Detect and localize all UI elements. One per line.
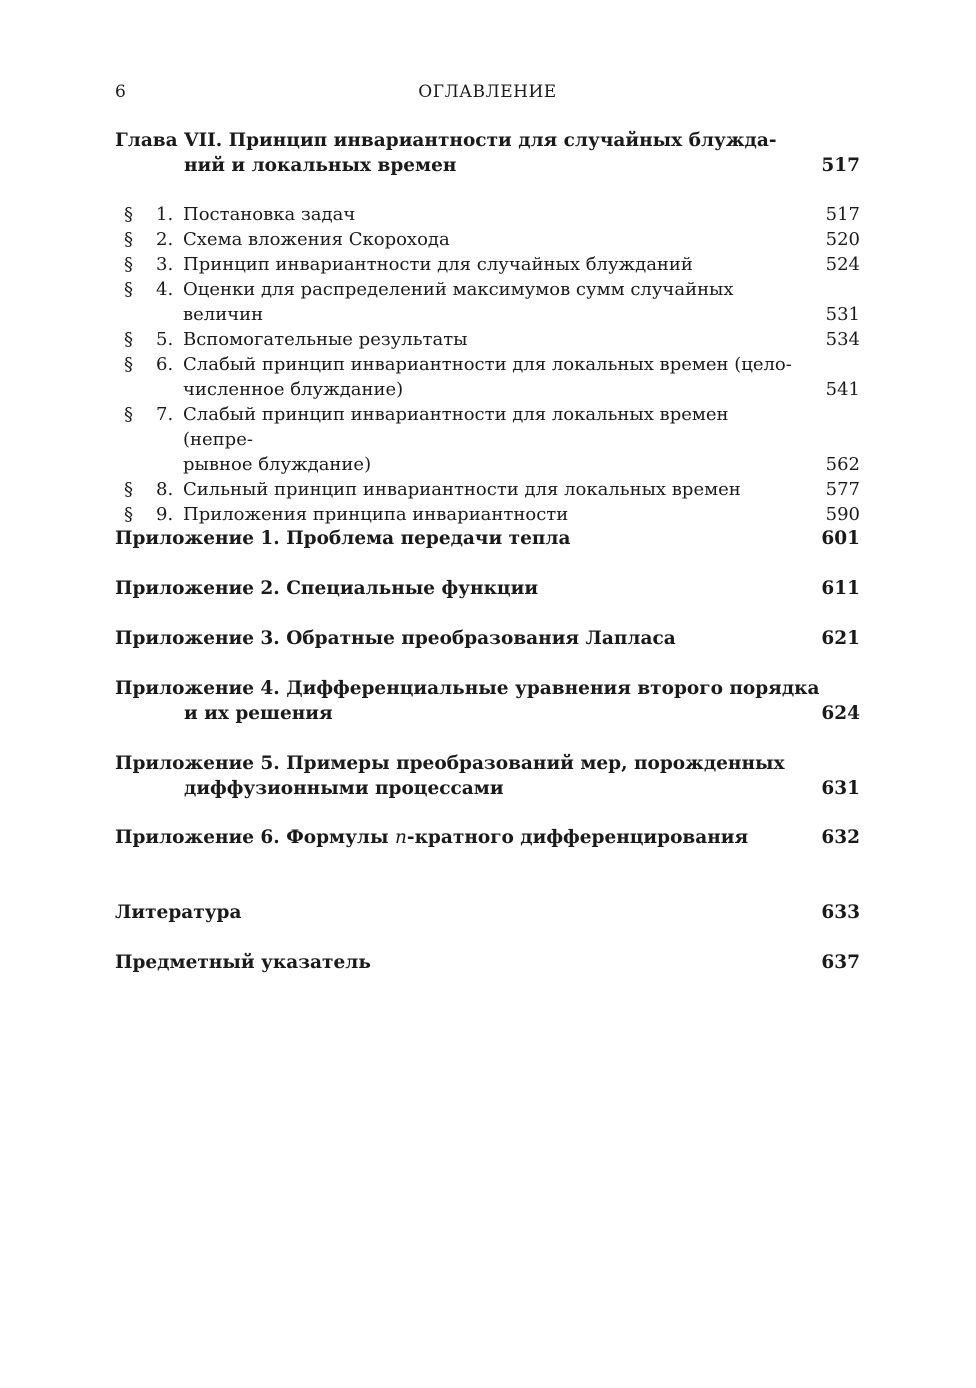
running-header [115,82,860,104]
appendix-title-cont: и их решения [184,703,333,724]
section-page: 590 [825,504,860,525]
appendix-title: Приложение 3. Обратные преобразования Лапласа [115,628,676,649]
section-entry[interactable] [115,252,860,277]
section-symbol: § [124,354,133,375]
section-entry[interactable] [115,352,860,402]
section-number: 1. [156,204,174,225]
section-page: 562 [825,454,860,475]
appendix-page: 621 [821,628,860,649]
section-entry[interactable] [115,202,860,227]
section-title: Оценки для распределений максимумов сумм случайных величин [183,279,734,325]
section-page: 534 [825,329,860,350]
section-symbol: § [124,404,133,425]
section-number: 7. [156,404,174,425]
index-entry[interactable] [115,950,860,975]
section-page: 524 [825,254,860,275]
section-number: 3. [156,254,174,275]
section-entry[interactable] [115,327,860,352]
appendix-title: Приложение 5. Примеры преобразований мер, порожденных [115,753,785,774]
index-page: 637 [821,952,860,973]
appendix-entry[interactable] [115,626,860,651]
bibliography-title: Литература [115,902,242,923]
appendix-title-cont: диффузионными процессами [184,778,504,799]
appendix-title: Приложение 6. Формулы n-кратного дифференцирования [115,827,749,848]
section-entry[interactable] [115,402,860,477]
running-title: ОГЛАВЛЕНИЕ [418,82,557,102]
section-entry[interactable] [115,502,860,527]
section-entry[interactable] [115,277,860,327]
section-entry[interactable] [115,227,860,252]
section-title-cont: рывное блуждание) [183,454,372,475]
section-symbol: § [124,229,133,250]
appendix-title: Приложение 1. Проблема передачи тепла [115,528,571,549]
appendix-page: 611 [821,578,860,599]
appendix-title: Приложение 4. Дифференциальные уравнения второго порядка [115,678,820,699]
section-symbol: § [124,329,133,350]
section-number: 4. [156,279,174,300]
chapter-title-line2: ний и локальных времен [184,155,457,176]
section-title: Постановка задач [183,204,356,225]
page-number: 6 [115,82,126,102]
section-title: Сильный принцип инвариантности для локальных времен [183,479,741,500]
index-title: Предметный указатель [115,952,371,973]
section-number: 6. [156,354,174,375]
section-title: Вспомогательные результаты [183,329,468,350]
bibliography-page: 633 [821,902,860,923]
section-title: Схема вложения Скорохода [183,229,450,250]
chapter-page: 517 [821,155,860,176]
section-symbol: § [124,254,133,275]
appendix-page: 601 [821,528,860,549]
section-title: Приложения принципа инвариантности [183,504,569,525]
appendix-entry[interactable] [115,526,860,551]
chapter-entry[interactable] [115,128,860,178]
section-symbol: § [124,504,133,525]
section-page: 541 [825,379,860,400]
section-page: 517 [825,204,860,225]
section-symbol: § [124,479,133,500]
section-title: Принцип инвариантности для случайных блужданий [183,254,693,275]
math-variable: n [394,827,407,848]
appendix-entry[interactable] [115,576,860,601]
section-title: Слабый принцип инвариантности для локальных времен (цело- [183,354,792,375]
section-title: Слабый принцип инвариантности для локальных времен (непре- [183,404,729,450]
section-number: 8. [156,479,174,500]
section-page: 531 [825,304,860,325]
appendix-entry[interactable] [115,825,860,850]
section-number: 5. [156,329,174,350]
section-title-cont: численное блуждание) [183,379,404,400]
section-symbol: § [124,279,133,300]
appendix-entry[interactable] [115,751,860,801]
appendix-entry[interactable] [115,676,860,726]
appendix-page: 624 [821,703,860,724]
appendix-page: 631 [821,778,860,799]
section-page: 520 [825,229,860,250]
chapter-title-line1: Глава VII. Принцип инвариантности для случайных блужда- [115,130,777,151]
section-symbol: § [124,204,133,225]
section-entry[interactable] [115,477,860,502]
appendix-title: Приложение 2. Специальные функции [115,578,539,599]
section-page: 577 [825,479,860,500]
appendix-page: 632 [821,827,860,848]
bibliography-entry[interactable] [115,900,860,925]
section-number: 9. [156,504,174,525]
section-list [115,202,860,527]
section-number: 2. [156,229,174,250]
